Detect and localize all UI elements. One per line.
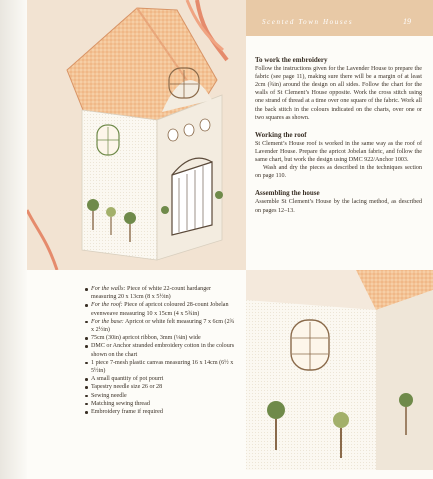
list-item: For the walls: Piece of white 22-count hardanger measuring 20 x 13cm (8 x 5½in) [85,285,237,301]
list-item: DMC or Anchor stranded embroidery cotton in the colours shown on the chart [85,342,237,358]
page-gutter [0,0,27,479]
paragraph: Assemble St Clement’s House by the lacing method, as described on pages 12–13. [255,199,422,214]
materials-list [85,285,237,416]
paragraph: Follow the instructions given for the Lavender House to prepare the fabric (see page 11), making sure there will be a margin of at least 2cm (¾in) around the design on all sides. Follow the chart for the walls of St Clement’s House opposite. Work the cross stitch using one strand of thread at a time over one square of the fabric. Work all the back stitch in the colours indicated on the charts, over one or two squares as shown. [255,66,422,121]
section-body [255,65,422,122]
list-item: 75cm (30in) apricot ribbon, 3mm (⅛in) wide [85,334,237,342]
house-photo-main [27,0,246,270]
house-illustration [27,0,246,270]
section-body [255,198,422,214]
section-heading: To work the embroidery [255,56,328,64]
list-item: Tapestry needle size 26 or 28 [85,383,237,391]
list-item: For the base: Apricot or white felt measuring 7 x 6cm (2¾ x 2½in) [85,318,237,334]
section-heading: Assembling the house [255,189,320,198]
section-roof [255,131,422,181]
house-photo-detail [246,270,433,470]
list-item: For the roof: Piece of apricot coloured 28-count Jobelan evenweave measuring 10 x 15cm (4 x 5¾in) [85,301,237,317]
running-head: Scented Town Houses [262,18,354,26]
instructions-column [255,56,422,224]
list-item: 1 piece 7-mesh plastic canvas measuring 16 x 14cm (6½ x 5½in) [85,359,237,375]
section-assembling [255,189,422,214]
section-body [255,140,422,180]
house-detail-illustration [246,270,433,470]
list-item: Sewing needle [85,392,237,400]
list-item: A small quantity of pot pourri [85,375,237,383]
list-item: Embroidery frame if required [85,408,237,416]
section-heading: Working the roof [255,130,307,139]
paragraph: Wash and dry the pieces as described in the techniques section on page 110. [255,165,422,180]
section-embroidery [255,56,422,122]
list-item: Matching sewing thread [85,400,237,408]
paragraph: St Clement’s House roof is worked in the same way as the roof of Lavender House. Prepare the apricot Jobelan fabric, and follow the same chart, but work the design using DMC 922/Anchor 1003. [255,140,422,164]
page-number: 19 [403,17,411,26]
